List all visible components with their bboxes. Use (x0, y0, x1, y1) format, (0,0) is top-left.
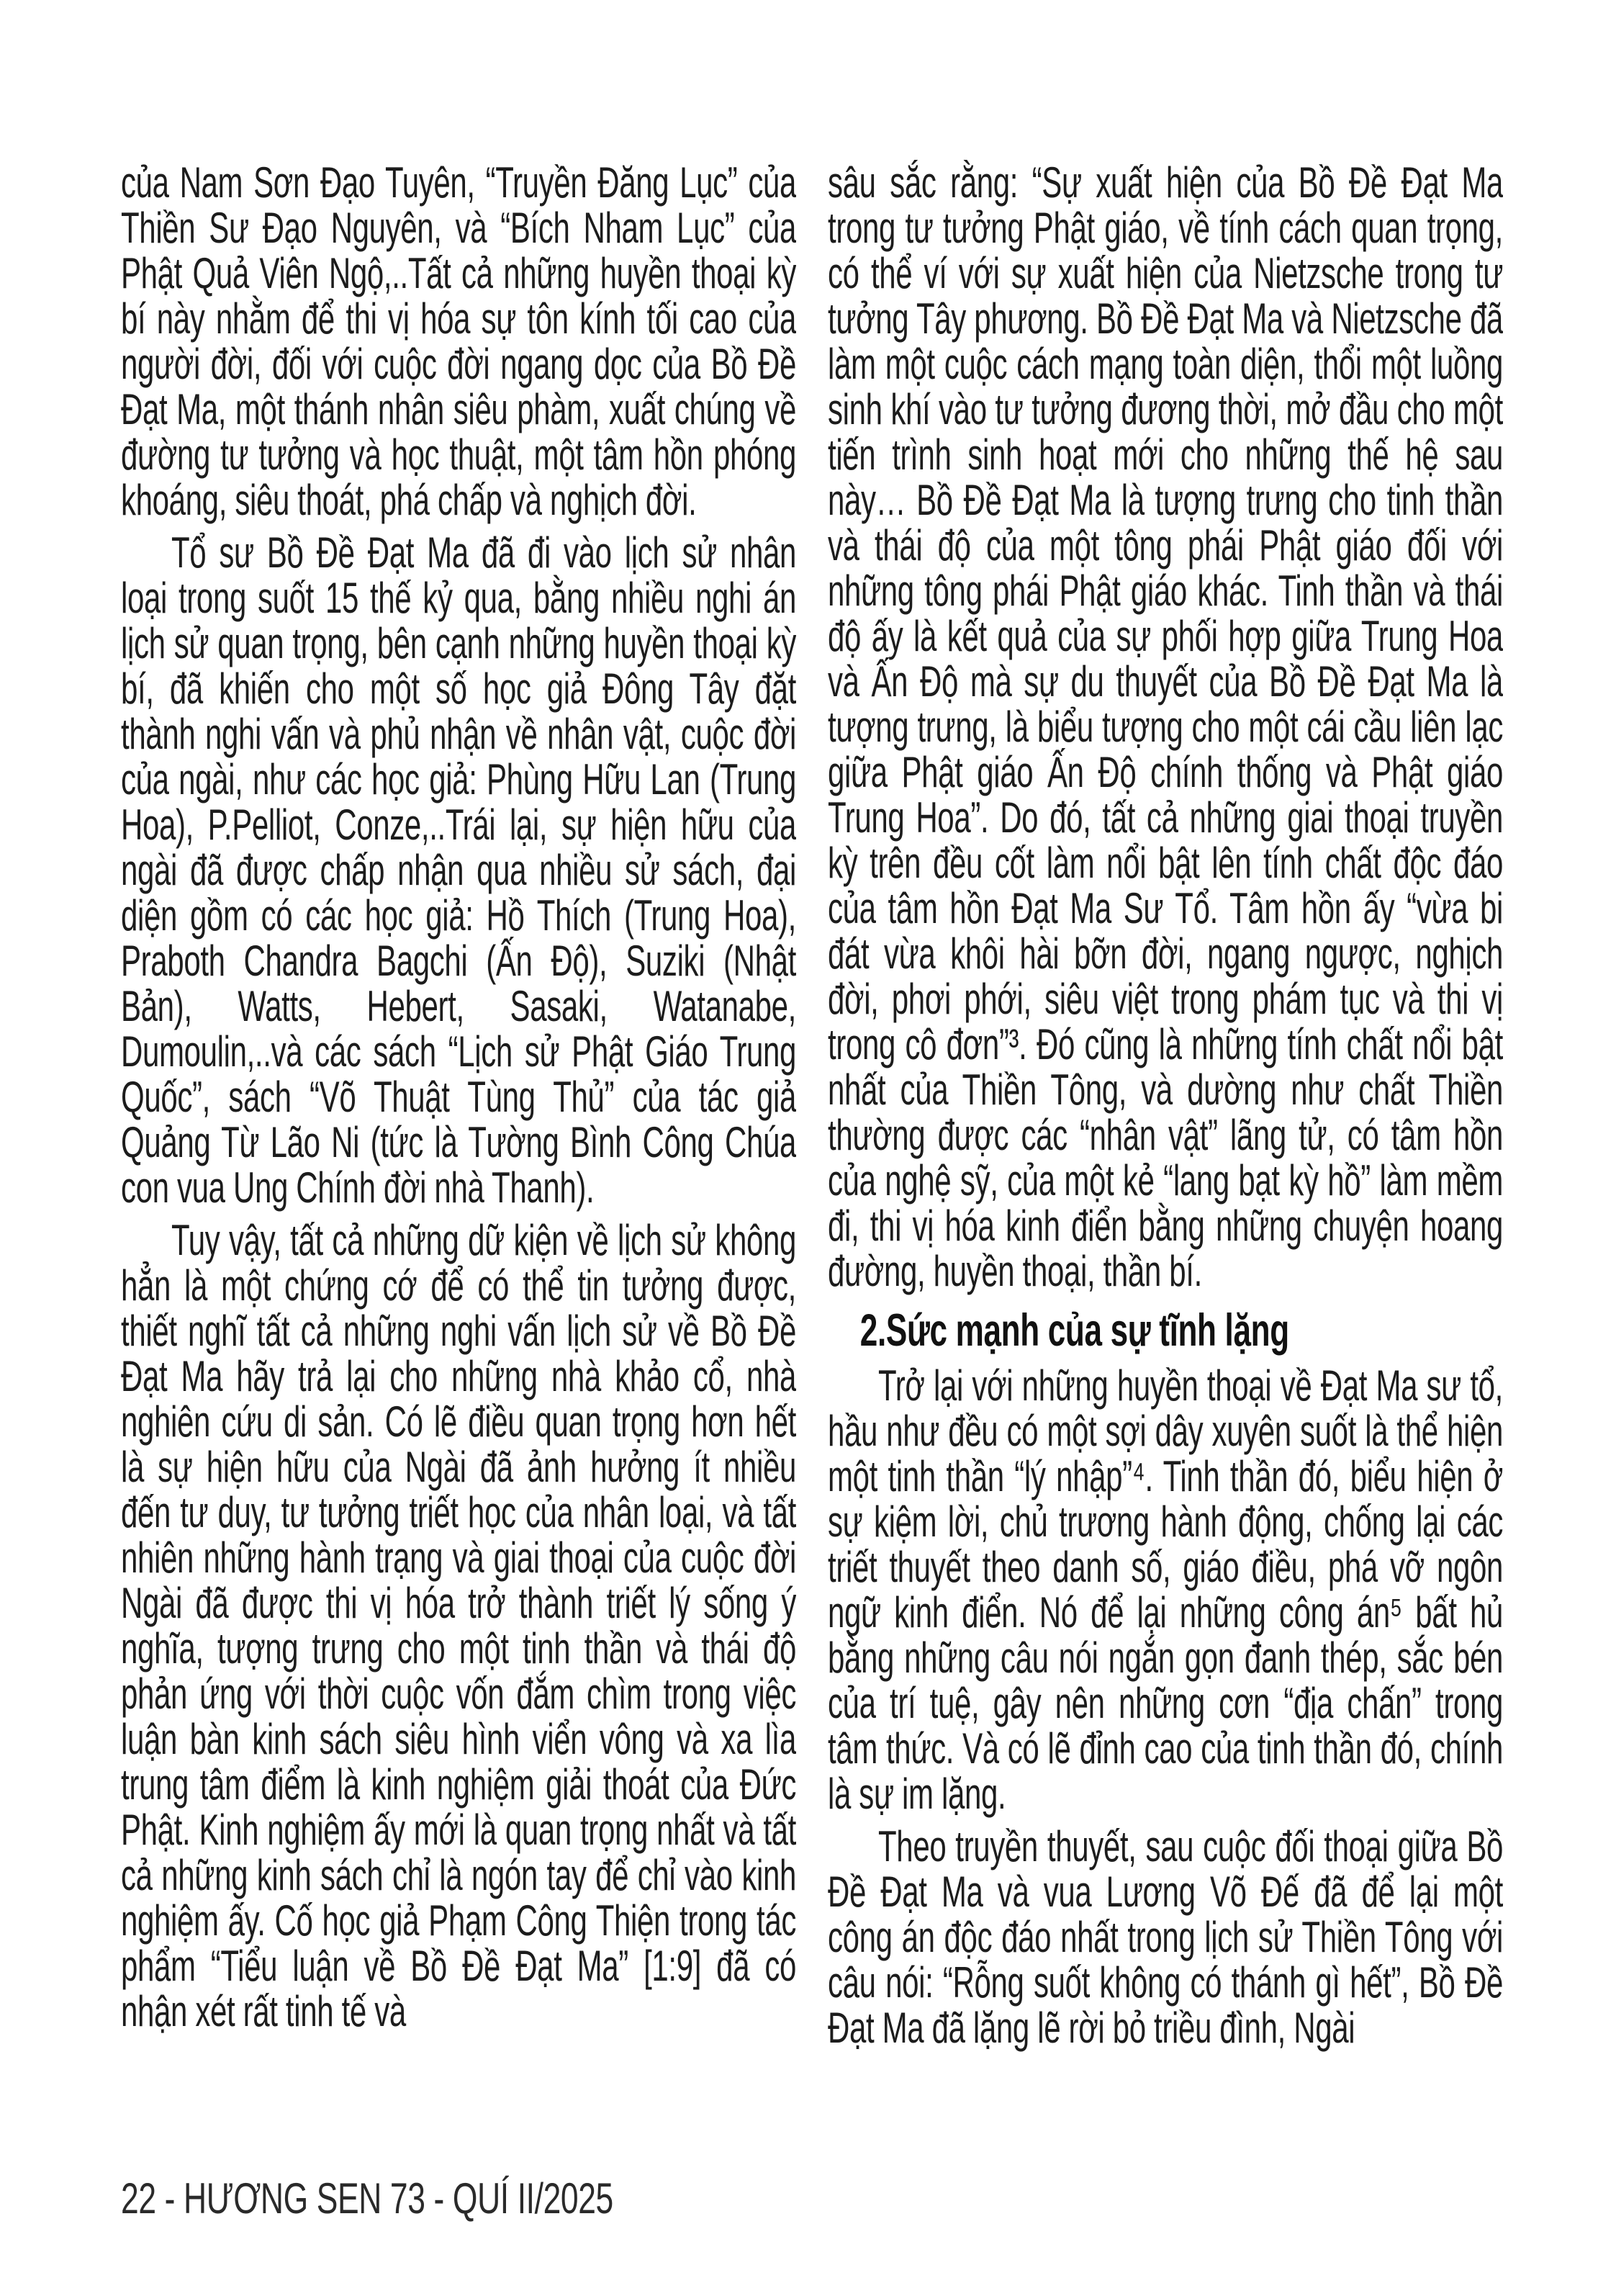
left-column-text (121, 160, 796, 2034)
page-footer-text: 22 - HƯƠNG SEN 73 - QUÍ II/2025 (121, 2174, 613, 2223)
section-heading: 2.Sức mạnh của sự tĩnh lặng (859, 1305, 1289, 1356)
right-column-text (828, 160, 1503, 2050)
paragraph: Trở lại với những huyền thoại về Đạt Ma sư tổ, hầu như đều có một sợi dây xuyên suốt là thể hiện một tinh thần “lý nhập”⁴. Tinh thần đó, biểu hiện ở sự kiệm lời, chủ trương hành động, chống lại các triết thuyết theo danh số, giáo điều, phá vỡ ngôn ngữ kinh điển. Nó để lại những công án⁵ bất hủ bằng những câu nói ngắn gọn đanh thép, sắc bén của trí tuệ, gây nên những cơn “địa chấn” trong tâm thức. Và có lẽ đỉnh cao của tinh thần đó, chính là sự im lặng. (828, 1361, 1503, 1818)
left-column (121, 160, 796, 2233)
paragraph: Tuy vậy, tất cả những dữ kiện về lịch sử không hẳn là một chứng cớ để có thể tin tưởng được, thiết nghĩ tất cả những nghi vấn lịch sử về Bồ Đề Đạt Ma hãy trả lại cho những nhà khảo cổ, nhà nghiên cứu di sản. Có lẽ điều quan trọng hơn hết là sự hiện hữu của Ngài đã ảnh hưởng ít nhiều đến tư duy, tư tưởng triết học của nhân loại, và tất nhiên những hành trạng và giai thoại của cuộc đời Ngài đã được thi vị hóa trở thành triết lý sống ý nghĩa, tượng trưng cho một tinh thần và thái độ phản ứng với thời cuộc vốn đắm chìm trong việc luận bàn kinh sách siêu hình viển vông và xa lìa trung tâm điểm là kinh nghiệm giải thoát của Đức Phật. Kinh nghiệm ấy mới là quan trọng nhất và tất cả những kinh sách chỉ là ngón tay để chỉ vào kinh nghiệm ấy. Cố học giả Phạm Công Thiện trong tác phẩm “Tiểu luận về Bồ Đề Đạt Ma” [1:9] đã có nhận xét rất tinh tế và (121, 1216, 796, 2035)
paragraph: Theo truyền thuyết, sau cuộc đối thoại giữa Bồ Đề Đạt Ma và vua Lương Võ Đế đã để lại một công án độc đáo nhất trong lịch sử Thiền Tông với câu nói: “Rỗng suốt không có thánh gì hết”, Bồ Đề Đạt Ma đã lặng lẽ rời bỏ triều đình, Ngài (828, 1822, 1503, 2052)
paragraph: Tổ sư Bồ Đề Đạt Ma đã đi vào lịch sử nhân loại trong suốt 15 thế kỷ qua, bằng nhiều nghi án lịch sử quan trọng, bên cạnh những huyền thoại kỳ bí, đã khiến cho một số học giả Đông Tây đặt thành nghi vấn và phủ nhận về nhân vật, cuộc đời của ngài, như các học giả: Phùng Hữu Lan (Trung Hoa), P.Pelliot, Conze,..Trái lại, sự hiện hữu của ngài đã được chấp nhận qua nhiều sử sách, đại diện gồm có các học giả: Hồ Thích (Trung Hoa), Praboth Chandra Bagchi (Ấn Độ), Suziki (Nhật Bản), Watts, Hebert, Sasaki, Watanabe, Dumoulin,..và các sách “Lịch sử Phật Giáo Trung Quốc”, sách “Võ Thuật Tùng Thủ” của tác giả Quảng Từ Lão Ni (tức là Tường Bình Công Chúa con vua Ung Chính đời nhà Thanh). (121, 528, 796, 1212)
paragraph: của Nam Sơn Đạo Tuyên, “Truyền Đăng Lục” của Thiền Sư Đạo Nguyên, và “Bích Nham Lục” của Phật Quả Viên Ngộ,..Tất cả những huyền thoại kỳ bí này nhằm để thi vị hóa sự tôn kính tối cao của người đời, đối với cuộc đời ngang dọc của Bồ Đề Đạt Ma, một thánh nhân siêu phàm, xuất chúng về đường tư tưởng và học thuật, một tâm hồn phóng khoáng, siêu thoát, phá chấp và nghịch đời. (121, 160, 796, 524)
paragraph: sâu sắc rằng: “Sự xuất hiện của Bồ Đề Đạt Ma trong tư tưởng Phật giáo, về tính cách quan trọng, có thể ví với sự xuất hiện của Nietzsche trong tư tưởng Tây phương. Bồ Đề Đạt Ma và Nietzsche đã làm một cuộc cách mạng toàn diện, thổi một luồng sinh khí vào tư tưởng đương thời, mở đầu cho một tiến trình sinh hoạt mới cho những thế hệ sau này… Bồ Đề Đạt Ma là tượng trưng cho tinh thần và thái độ của một tông phái Phật giáo đối với những tông phái Phật giáo khác. Tinh thần và thái độ ấy là kết quả của sự phối hợp giữa Trung Hoa và Ấn Độ mà sự du thuyết của Bồ Đề Đạt Ma là tượng trưng, là biểu tượng cho một cái cầu liên lạc giữa Phật giáo Ấn Độ chính thống và Phật giáo Trung Hoa”. Do đó, tất cả những giai thoại truyền kỳ trên đều cốt làm nổi bật lên tính chất độc đáo của tâm hồn Đạt Ma Sư Tổ. Tâm hồn ấy “vừa bi đát vừa khôi hài bỡn đời, ngang ngược, nghịch đời, phơi phới, siêu việt trong phám tục và thi vị trong cô đơn”³. Đó cũng là những tính chất nổi bật nhất của Thiền Tông, và dường như chất Thiền thường được các “nhân vật” lãng tử, có tâm hồn của nghệ sỹ, của một kẻ “lang bạt kỳ hồ” làm mềm đi, thi vị hóa kinh điển bằng những chuyện hoang đường, huyền thoại, thần bí. (828, 160, 1503, 1295)
right-column (828, 160, 1503, 2233)
page-footer (121, 2176, 985, 2222)
